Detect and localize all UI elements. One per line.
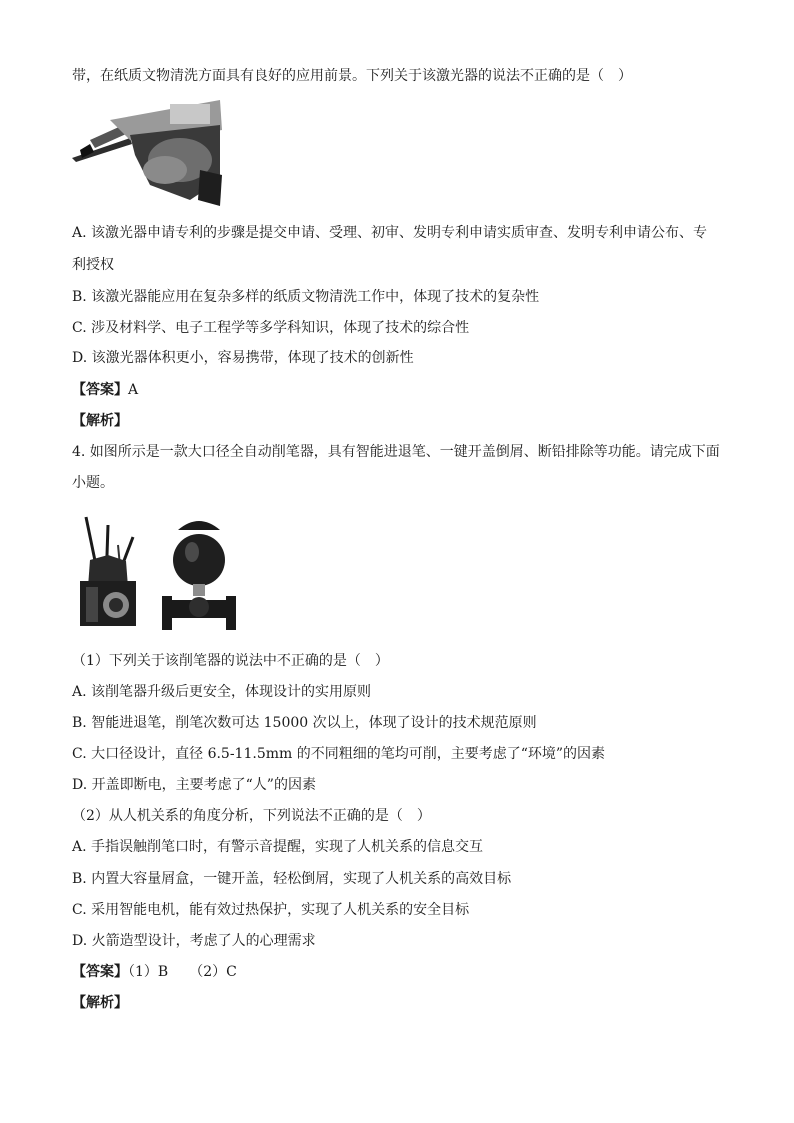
q3-answer-value: A	[128, 382, 139, 398]
q4-sub1-stem: （1）下列关于该削笔器的说法中不正确的是（ ）	[72, 653, 389, 669]
q3-stem: 带，在纸质文物清洗方面具有良好的应用前景。下列关于该激光器的说法不正确的是（ ）	[72, 68, 632, 84]
q4-analysis-label: 【解析】	[72, 995, 128, 1011]
q4-stem-line2: 小题。	[72, 475, 114, 491]
q3-answer-label: 【答案】	[72, 382, 128, 398]
q3-option-b: B. 该激光器能应用在复杂多样的纸质文物清洗工作中，体现了技术的复杂性	[72, 289, 540, 305]
q4-answer-label: 【答案】	[72, 964, 128, 980]
q4-answer	[72, 963, 237, 981]
q4-sub2-option-c: C. 采用智能电机，能有效过热保护，实现了人机关系的安全目标	[72, 902, 470, 918]
q4-sub2-option-b: B. 内置大容量屑盒，一键开盖，轻松倒屑，实现了人机关系的高效目标	[72, 871, 512, 887]
laser-device-image	[70, 100, 225, 208]
q3-option-c: C. 涉及材料学、电子工程学等多学科知识，体现了技术的综合性	[72, 320, 470, 336]
q3-option-a-line2: 利授权	[72, 257, 114, 273]
q4-sub2-stem: （2）从人机关系的角度分析，下列说法不正确的是（ ）	[72, 808, 431, 824]
q4-answer-value: （1）B （2）C	[128, 964, 237, 980]
sharpener-rocket-image	[158, 512, 240, 630]
q3-option-a-line1: A. 该激光器申请专利的步骤是提交申请、受理、初审、发明专利申请实质审查、发明专利申请公布、专	[72, 225, 708, 241]
q4-sub2-option-a: A. 手指误触削笔口时，有警示音提醒，实现了人机关系的信息交互	[72, 839, 484, 855]
q4-sub1-option-d: D. 开盖即断电，主要考虑了“人”的因素	[72, 777, 316, 793]
q4-sub1-option-c: C. 大口径设计，直径 6.5-11.5mm 的不同粗细的笔均可削，主要考虑了“环境”的因素	[72, 746, 606, 762]
sharpener-pencils-image	[78, 515, 138, 630]
q3-answer	[72, 381, 138, 399]
q3-option-d: D. 该激光器体积更小，容易携带，体现了技术的创新性	[72, 350, 414, 366]
q4-sub2-option-d: D. 火箭造型设计，考虑了人的心理需求	[72, 933, 316, 949]
q4-sub1-option-a: A. 该削笔器升级后更安全，体现设计的实用原则	[72, 684, 372, 700]
q4-sub1-option-b: B. 智能进退笔，削笔次数可达 15000 次以上，体现了设计的技术规范原则	[72, 715, 537, 731]
q3-analysis-label: 【解析】	[72, 413, 128, 429]
q4-stem-line1: 4. 如图所示是一款大口径全自动削笔器，具有智能进退笔、一键开盖倒屑、断铅排除等功能。请完成下面	[72, 444, 720, 460]
